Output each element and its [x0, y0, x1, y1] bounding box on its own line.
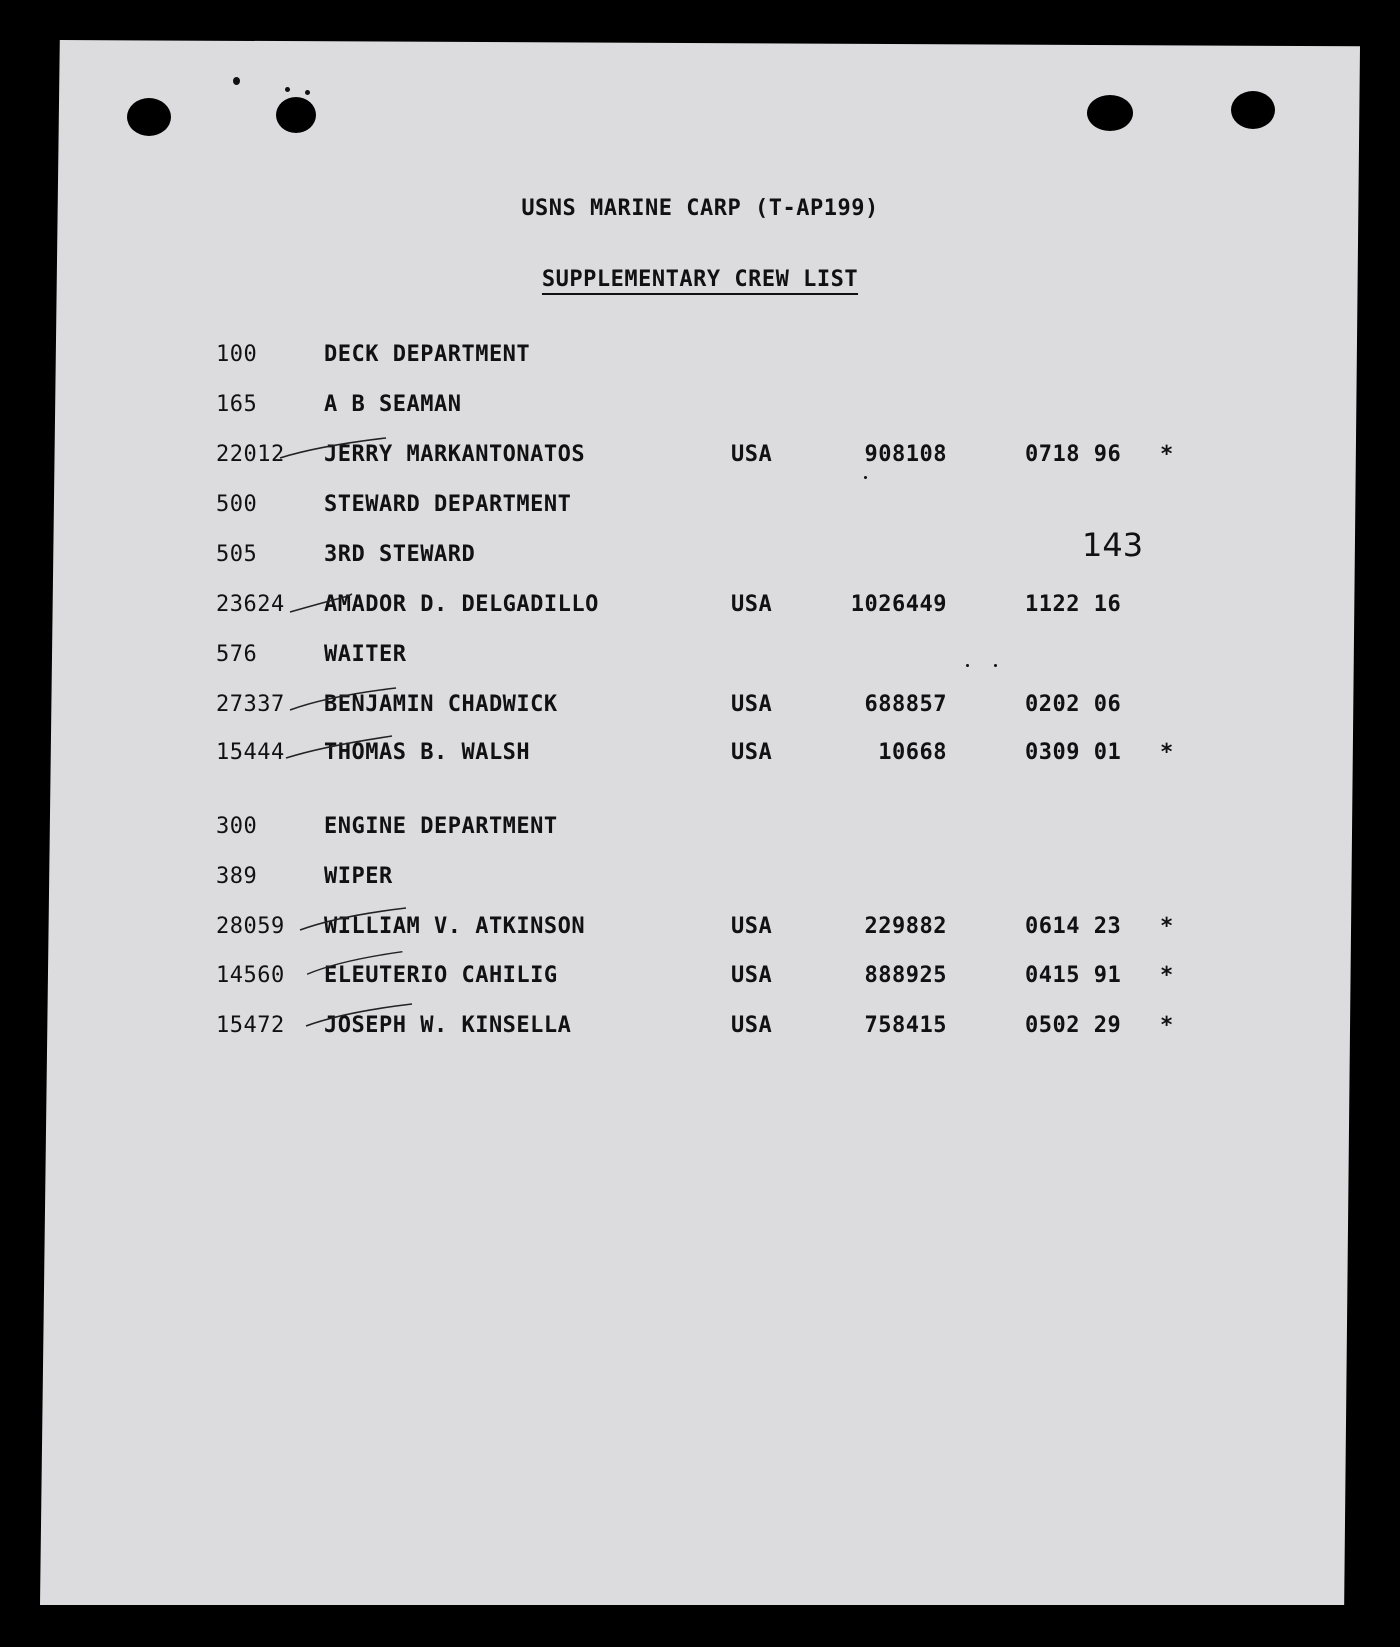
row-id: 758415 [864, 1013, 947, 1038]
row-date: 0415 91 [1025, 963, 1122, 988]
row-name: JOSEPH W. KINSELLA [324, 1013, 572, 1038]
document-title: USNS MARINE CARP (T-AP199) [521, 196, 879, 221]
row-mark: * [1160, 1013, 1174, 1038]
row-code: 23624 [216, 592, 285, 617]
ink-speck [285, 87, 290, 92]
row-id: 888925 [864, 963, 947, 988]
row-mark: * [1160, 914, 1174, 939]
row-name: 3RD STEWARD [324, 542, 476, 567]
row-name: WILLIAM V. ATKINSON [324, 914, 586, 939]
row-country: USA [731, 692, 773, 717]
row-name: ELEUTERIO CAHILIG [324, 963, 558, 988]
row-country: USA [731, 1013, 773, 1038]
row-mark: * [1160, 740, 1174, 765]
row-code: 300 [216, 814, 258, 839]
row-id: 10668 [878, 740, 947, 765]
row-code: 576 [216, 642, 258, 667]
row-name: A B SEAMAN [324, 392, 462, 417]
row-code: 500 [216, 492, 258, 517]
row-code: 15472 [216, 1013, 285, 1038]
row-code: 165 [216, 392, 258, 417]
row-code: 22012 [216, 442, 285, 467]
row-name: AMADOR D. DELGADILLO [324, 592, 599, 617]
row-name: WIPER [324, 864, 393, 889]
row-date: 0309 01 [1025, 740, 1122, 765]
row-id: 688857 [864, 692, 947, 717]
row-date: 1122 16 [1025, 592, 1122, 617]
row-country: USA [731, 740, 773, 765]
row-date: 0614 23 [1025, 914, 1122, 939]
row-country: USA [731, 963, 773, 988]
ink-speck [233, 77, 240, 85]
row-country: USA [731, 914, 773, 939]
row-name: BENJAMIN CHADWICK [324, 692, 558, 717]
row-name: THOMAS B. WALSH [324, 740, 531, 765]
row-date: 0718 96 [1025, 442, 1122, 467]
punch-hole [127, 98, 171, 136]
ink-speck [305, 90, 310, 95]
row-country: USA [731, 442, 773, 467]
row-id: 1026449 [850, 592, 947, 617]
row-name: WAITER [324, 642, 407, 667]
row-name: ENGINE DEPARTMENT [324, 814, 558, 839]
row-id: 229882 [864, 914, 947, 939]
ink-speck [864, 476, 867, 479]
row-id: 908108 [864, 442, 947, 467]
row-code: 100 [216, 342, 258, 367]
document-subtitle: SUPPLEMENTARY CREW LIST [0, 267, 1400, 292]
row-name: JERRY MARKANTONATOS [324, 442, 586, 467]
row-mark: * [1160, 963, 1174, 988]
row-date: 0202 06 [1025, 692, 1122, 717]
row-code: 505 [216, 542, 258, 567]
row-name: DECK DEPARTMENT [324, 342, 531, 367]
row-mark: * [1160, 442, 1174, 467]
row-name: STEWARD DEPARTMENT [324, 492, 572, 517]
ink-speck [994, 664, 997, 667]
row-date: 0502 29 [1025, 1013, 1122, 1038]
row-code: 14560 [216, 963, 285, 988]
row-code: 15444 [216, 740, 285, 765]
row-code: 27337 [216, 692, 285, 717]
handwritten-page-number: 143 [1082, 526, 1144, 564]
row-code: 28059 [216, 914, 285, 939]
row-country: USA [731, 592, 773, 617]
ink-speck [966, 664, 969, 667]
punch-hole [1087, 95, 1133, 131]
punch-hole [276, 97, 316, 133]
punch-hole [1231, 91, 1275, 129]
row-code: 389 [216, 864, 258, 889]
